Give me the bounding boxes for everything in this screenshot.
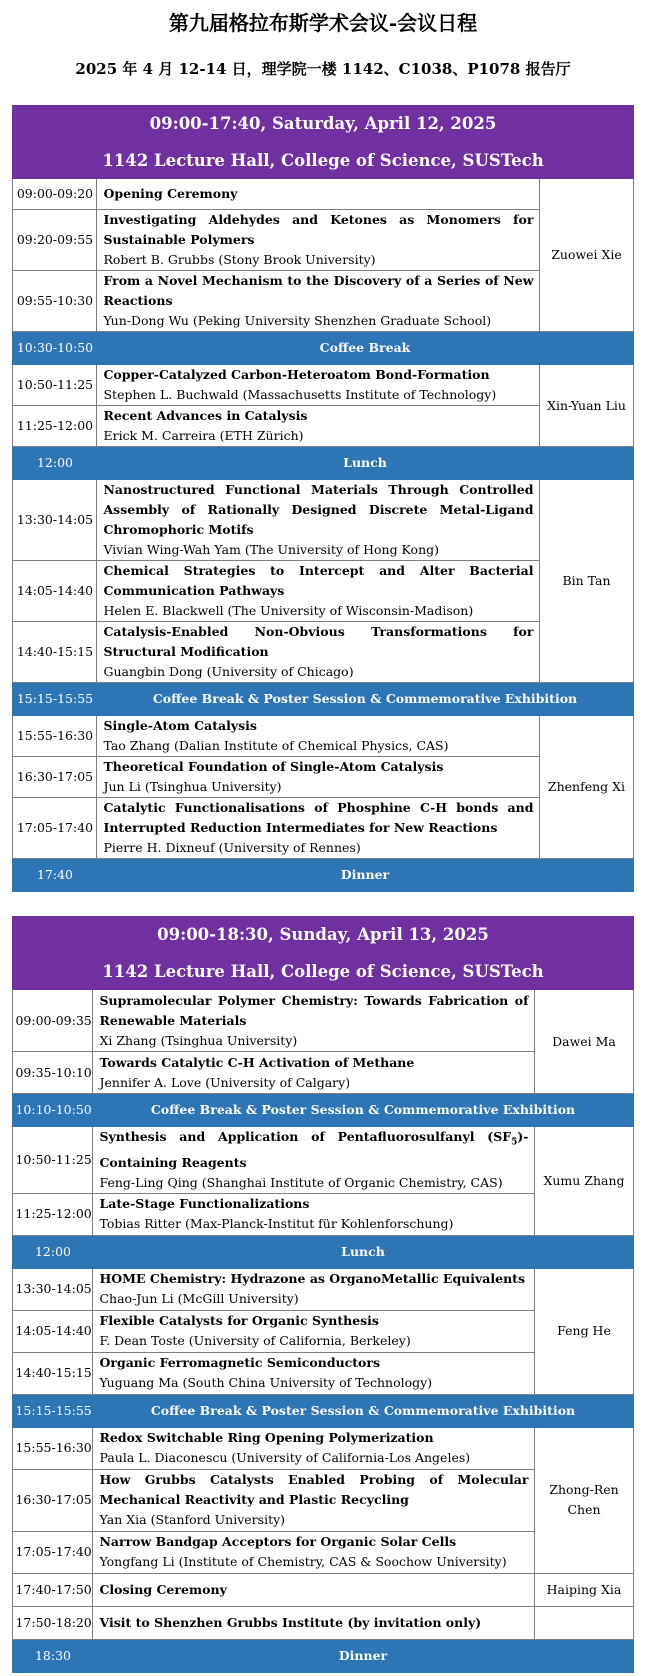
session-row [13, 1573, 633, 1606]
session-talk [93, 1052, 535, 1094]
break-row [13, 1639, 633, 1672]
talk-title: Chemical Strategies to Intercept and Alter Bacterial Communication Pathways [103, 563, 534, 598]
talk-title: Redox Switchable Ring Opening Polymerization [99, 1430, 434, 1445]
session-time: 16:30-17:05 [13, 1469, 93, 1531]
session-row [13, 1127, 633, 1194]
session-talk [97, 179, 540, 210]
session-talk [97, 480, 540, 561]
session-chair: Xumu Zhang [535, 1127, 633, 1236]
session-chair: Zhenfeng Xi [540, 716, 633, 859]
session-time: 11:25-12:00 [13, 406, 97, 447]
session-time: 16:30-17:05 [13, 757, 97, 798]
session-chair: Feng He [535, 1268, 633, 1394]
talk-title-part: Synthesis and Application of Pentafluorosulfanyl (SF [99, 1129, 512, 1144]
talk-title: Organic Ferromagnetic Semiconductors [99, 1355, 381, 1370]
talk-speaker: Jun Li (Tsinghua University) [103, 779, 282, 794]
talk-speaker: Yuguang Ma (South China University of Technology) [99, 1375, 433, 1390]
day-2-schedule-table [12, 916, 633, 1673]
talk-title: Catalysis-Enabled Non-Obvious Transformations for Structural Modification [103, 624, 534, 659]
talk-speaker: Robert B. Grubbs (Stony Brook University) [103, 252, 376, 267]
break-time: 17:40 [13, 859, 97, 892]
session-time: 13:30-14:05 [13, 480, 97, 561]
talk-speaker: Pierre H. Dixneuf (University of Rennes) [103, 840, 361, 855]
break-time: 15:15-15:55 [13, 1394, 93, 1427]
session-talk [97, 210, 540, 271]
session-talk [93, 1352, 535, 1394]
session-talk [97, 406, 540, 447]
session-chair: Bin Tan [540, 480, 633, 683]
session-talk [93, 990, 535, 1052]
talk-speaker: Yan Xia (Stanford University) [99, 1512, 286, 1527]
session-talk [97, 561, 540, 622]
talk-speaker: Vivian Wing-Wah Yam (The University of Hong Kong) [103, 542, 440, 557]
session-time: 13:30-14:05 [13, 1268, 93, 1310]
break-label: Coffee Break & Poster Session & Commemorative Exhibition [93, 1394, 633, 1427]
session-talk [93, 1531, 535, 1573]
talk-speaker: Guangbin Dong (University of Chicago) [103, 664, 354, 679]
session-time: 09:00-09:35 [13, 990, 93, 1052]
break-time: 18:30 [13, 1639, 93, 1672]
break-label: Coffee Break & Poster Session & Commemorative Exhibition [93, 1094, 633, 1127]
day-header-time: 09:00-18:30, Sunday, April 13, 2025 [13, 917, 633, 954]
session-talk [93, 1606, 535, 1639]
talk-title: Catalytic Functionalisations of Phosphine C-H bonds and Interrupted Reduction Intermediates for New Reactions [103, 800, 534, 835]
session-row [13, 1606, 633, 1639]
session-time: 14:05-14:40 [13, 1310, 93, 1352]
session-chair: Haiping Xia [535, 1573, 633, 1606]
session-talk [97, 365, 540, 406]
break-label: Coffee Break & Poster Session & Commemorative Exhibition [97, 683, 633, 716]
talk-title: Theoretical Foundation of Single-Atom Catalysis [103, 759, 444, 774]
break-label: Lunch [93, 1235, 633, 1268]
break-time: 12:00 [13, 447, 97, 480]
day-1-schedule-table [12, 105, 633, 892]
session-talk [97, 798, 540, 859]
talk-title: Investigating Aldehydes and Ketones as Monomers for Sustainable Polymers [103, 212, 534, 247]
talk-speaker: Stephen L. Buchwald (Massachusetts Institute of Technology) [103, 387, 497, 402]
session-time: 09:00-09:20 [13, 179, 97, 210]
break-time: 12:00 [13, 1235, 93, 1268]
break-row [13, 447, 633, 480]
break-row [13, 859, 633, 892]
session-time: 17:05-17:40 [13, 798, 97, 859]
break-label: Dinner [93, 1639, 633, 1672]
break-row [13, 332, 633, 365]
session-time: 09:20-09:55 [13, 210, 97, 271]
session-row [13, 990, 633, 1052]
talk-title: Copper-Catalyzed Carbon-Heteroatom Bond-Formation [103, 367, 490, 382]
session-time: 14:40-15:15 [13, 622, 97, 683]
session-talk [93, 1268, 535, 1310]
session-row [13, 480, 633, 561]
talk-speaker: Erick M. Carreira (ETH Zürich) [103, 428, 304, 443]
session-time: 15:55-16:30 [13, 1427, 93, 1469]
session-talk [97, 622, 540, 683]
talk-speaker: Xi Zhang (Tsinghua University) [99, 1032, 298, 1048]
talk-title: Narrow Bandgap Acceptors for Organic Solar Cells [99, 1534, 457, 1549]
talk-speaker: Yun-Dong Wu (Peking University Shenzhen Graduate School) [103, 313, 492, 328]
talk-title: Supramolecular Polymer Chemistry: Towards Fabrication of Renewable Materials [99, 992, 529, 1028]
session-talk [93, 1427, 535, 1469]
session-chair-empty [535, 1606, 633, 1639]
session-row [13, 1427, 633, 1469]
page-title: 第九届格拉布斯学术会议-会议日程 [168, 11, 478, 35]
break-time: 10:30-10:50 [13, 332, 97, 365]
session-time: 09:55-10:30 [13, 271, 97, 332]
break-label: Coffee Break [97, 332, 633, 365]
talk-title [99, 1127, 528, 1173]
session-time: 15:55-16:30 [13, 716, 97, 757]
break-row [13, 1394, 633, 1427]
session-talk [93, 1127, 535, 1194]
session-talk [97, 271, 540, 332]
session-time: 10:50-11:25 [13, 1127, 93, 1194]
break-row [13, 683, 633, 716]
session-time: 10:50-11:25 [13, 365, 97, 406]
talk-speaker: Paula L. Diaconescu (University of California-Los Angeles) [99, 1450, 471, 1465]
talk-title: Recent Advances in Catalysis [103, 408, 308, 423]
session-time: 17:05-17:40 [13, 1531, 93, 1573]
session-row [13, 716, 633, 757]
break-label: Dinner [97, 859, 633, 892]
session-row [13, 179, 633, 210]
break-time: 10:10-10:50 [13, 1094, 93, 1127]
session-chair: Xin-Yuan Liu [540, 365, 633, 447]
talk-speaker: Chao-Jun Li (McGill University) [99, 1291, 299, 1306]
session-time: 11:25-12:00 [13, 1193, 93, 1235]
session-time: 17:40-17:50 [13, 1573, 93, 1606]
day-header-venue: 1142 Lecture Hall, College of Science, SUSTech [13, 143, 633, 179]
talk-speaker: F. Dean Toste (University of California, Berkeley) [99, 1333, 411, 1348]
break-time: 15:15-15:55 [13, 683, 97, 716]
day-header-time: 09:00-17:40, Saturday, April 12, 2025 [13, 106, 633, 143]
session-talk [93, 1469, 535, 1531]
talk-title-part: )-Containing Reagents [99, 1129, 529, 1170]
talk-title: Opening Ceremony [103, 186, 238, 201]
talk-title: Closing Ceremony [99, 1581, 227, 1597]
talk-speaker: Tobias Ritter (Max-Planck-Institut für Kohlenforschung) [99, 1216, 454, 1231]
session-talk [97, 757, 540, 798]
talk-speaker: Feng-Ling Qing (Shanghai Institute of Organic Chemistry, CAS) [99, 1174, 503, 1190]
session-row [13, 1268, 633, 1310]
talk-title: How Grubbs Catalysts Enabled Probing of Molecular Mechanical Reactivity and Plastic Recycling [99, 1472, 529, 1507]
session-chair: Dawei Ma [535, 990, 633, 1094]
talk-speaker: Tao Zhang (Dalian Institute of Chemical Physics, CAS) [103, 738, 449, 753]
talk-title: From a Novel Mechanism to the Discovery of a Series of New Reactions [103, 273, 534, 308]
talk-speaker: Yongfang Li (Institute of Chemistry, CAS & Soochow University) [99, 1554, 507, 1569]
talk-title: Nanostructured Functional Materials Through Controlled Assembly of Rationally Designed Discrete Metal-Ligand Chromophoric Motifs [103, 482, 534, 537]
session-time: 09:35-10:10 [13, 1052, 93, 1094]
talk-speaker: Jennifer A. Love (University of Calgary) [99, 1074, 351, 1090]
talk-title: Late-Stage Functionalizations [99, 1196, 310, 1211]
talk-title: Flexible Catalysts for Organic Synthesis [99, 1313, 379, 1328]
session-talk [93, 1310, 535, 1352]
break-row [13, 1235, 633, 1268]
session-chair: Zhong-Ren Chen [535, 1427, 633, 1573]
break-row [13, 1094, 633, 1127]
break-label: Lunch [97, 447, 633, 480]
talk-title-subscript: 5 [511, 1137, 518, 1148]
talk-speaker: Helen E. Blackwell (The University of Wisconsin-Madison) [103, 603, 474, 618]
talk-title: Visit to Shenzhen Grubbs Institute (by invitation only) [99, 1614, 482, 1630]
talk-title: HOME Chemistry: Hydrazone as OrganoMetallic Equivalents [99, 1271, 525, 1286]
session-talk [93, 1573, 535, 1606]
page-subtitle: 2025 年 4 月 12-14 日，理学院一楼 1142、C1038、P1078 报告厅 [75, 60, 571, 78]
talk-title: Single-Atom Catalysis [103, 718, 257, 733]
talk-title: Towards Catalytic C-H Activation of Methane [99, 1054, 415, 1070]
day-header-venue: 1142 Lecture Hall, College of Science, SUSTech [13, 954, 633, 990]
session-time: 14:05-14:40 [13, 561, 97, 622]
session-time: 14:40-15:15 [13, 1352, 93, 1394]
session-time: 17:50-18:20 [13, 1606, 93, 1639]
session-talk [93, 1193, 535, 1235]
session-chair: Zuowei Xie [540, 179, 633, 332]
session-row [13, 365, 633, 406]
session-talk [97, 716, 540, 757]
